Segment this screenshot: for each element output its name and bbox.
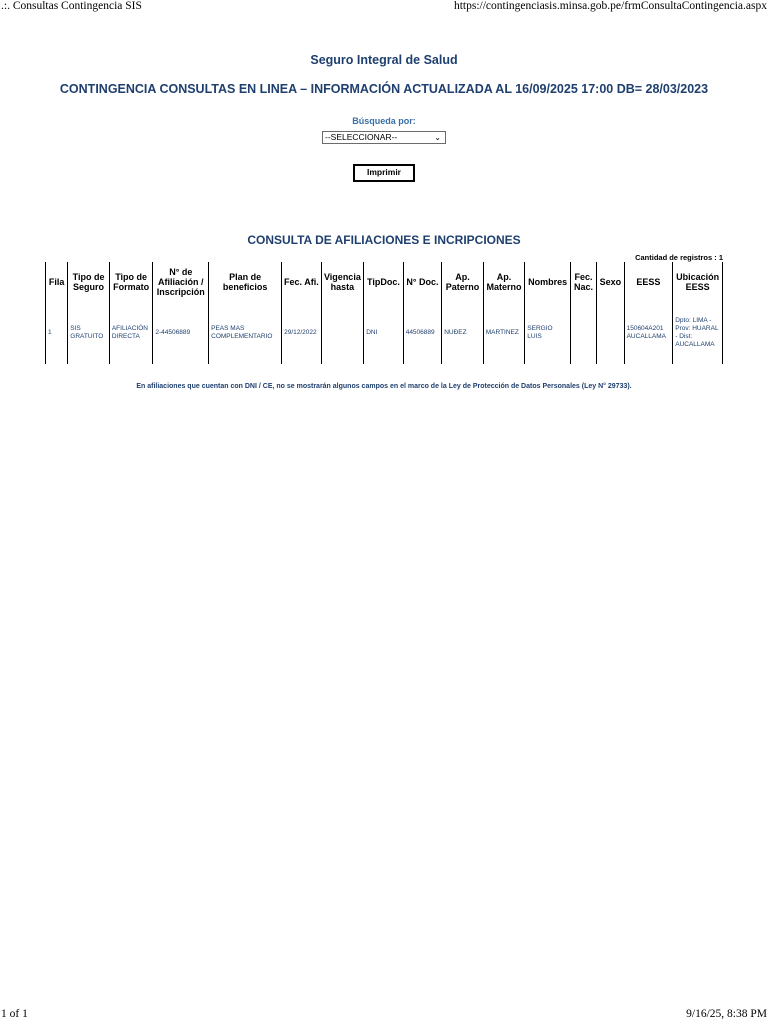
print-footer (0, 1008, 768, 1024)
cell-ap-paterno: NUÐEZ (442, 302, 484, 364)
cell-ubicacion: Dpto: LIMA - Prov: HUARAL - Dist: AUCALLAMA (673, 302, 723, 364)
col-header-fec-afi: Fec. Afi. (282, 262, 322, 302)
cell-nro-afiliacion: 2-44506889 (153, 302, 209, 364)
cell-ap-materno: MARTINEZ (483, 302, 525, 364)
col-header-sexo: Sexo (597, 262, 624, 302)
cell-nombres: SERGIO LUIS (525, 302, 571, 364)
cell-plan: PEAS MAS COMPLEMENTARIO (209, 302, 282, 364)
legal-note: En afiliaciones que cuentan con DNI / CE, no se mostrarán algunos campos en el marco de la Ley de Protección de Datos Personales (Ley N° 29733). (136, 383, 632, 390)
cell-tipo-seguro: SIS GRATUITO (68, 302, 110, 364)
chevron-down-icon: ⌄ (434, 133, 441, 142)
col-header-vigencia: Vigencia hasta (321, 262, 364, 302)
cell-nro-doc: 44506889 (403, 302, 442, 364)
table-row (46, 302, 723, 364)
col-header-ubicacion: Ubicación EESS (673, 262, 723, 302)
cell-sexo (597, 302, 624, 364)
main-heading: CONTINGENCIA CONSULTAS EN LINEA – INFORMACIÓN ACTUALIZADA AL 16/09/2025 17:00 DB= 28/03/2023 (59, 82, 709, 96)
table-header-row (46, 262, 723, 302)
print-timestamp: 9/16/25, 8:38 PM (686, 1008, 767, 1020)
col-header-ap-materno: Ap. Materno (483, 262, 525, 302)
print-button[interactable]: Imprimir (353, 164, 415, 182)
record-count: Cantidad de registros : 1 (635, 253, 723, 262)
site-title: Seguro Integral de Salud (310, 53, 458, 67)
cell-fec-afi: 29/12/2022 (282, 302, 322, 364)
cell-fila: 1 (46, 302, 68, 364)
col-header-nro-afiliacion: N° de Afiliación / Inscripción (153, 262, 209, 302)
col-header-nro-doc: N° Doc. (403, 262, 442, 302)
cell-vigencia (321, 302, 364, 364)
browser-url[interactable]: https://contingenciasis.minsa.gob.pe/frmConsultaContingencia.aspx (453, 0, 767, 12)
col-header-nombres: Nombres (525, 262, 571, 302)
cell-tipo-formato: AFILIACIÓN DIRECTA (109, 302, 153, 364)
col-header-tipo-seguro: Tipo de Seguro (68, 262, 110, 302)
col-header-fila: Fila (46, 262, 68, 302)
results-table (45, 262, 723, 364)
search-label: Búsqueda por: (352, 116, 416, 126)
search-type-select[interactable] (322, 131, 446, 144)
col-header-ap-paterno: Ap. Paterno (442, 262, 484, 302)
print-header (0, 0, 768, 14)
cell-tipdoc: DNI (364, 302, 404, 364)
search-select-value: --SELECCIONAR-- (325, 132, 398, 142)
col-header-plan: Plan de beneficios (209, 262, 282, 302)
cell-eess: 150604A201 AUCALLAMA (624, 302, 673, 364)
browser-page-title: .:. Consultas Contingencia SIS (1, 0, 142, 12)
cell-fec-nac (570, 302, 596, 364)
col-header-tipo-formato: Tipo de Formato (109, 262, 153, 302)
page-indicator: 1 of 1 (1, 1008, 28, 1020)
col-header-fec-nac: Fec. Nac. (570, 262, 596, 302)
col-header-tipdoc: TipDoc. (364, 262, 404, 302)
results-title: CONSULTA DE AFILIACIONES E INCRIPCIONES (247, 233, 521, 247)
col-header-eess: EESS (624, 262, 673, 302)
